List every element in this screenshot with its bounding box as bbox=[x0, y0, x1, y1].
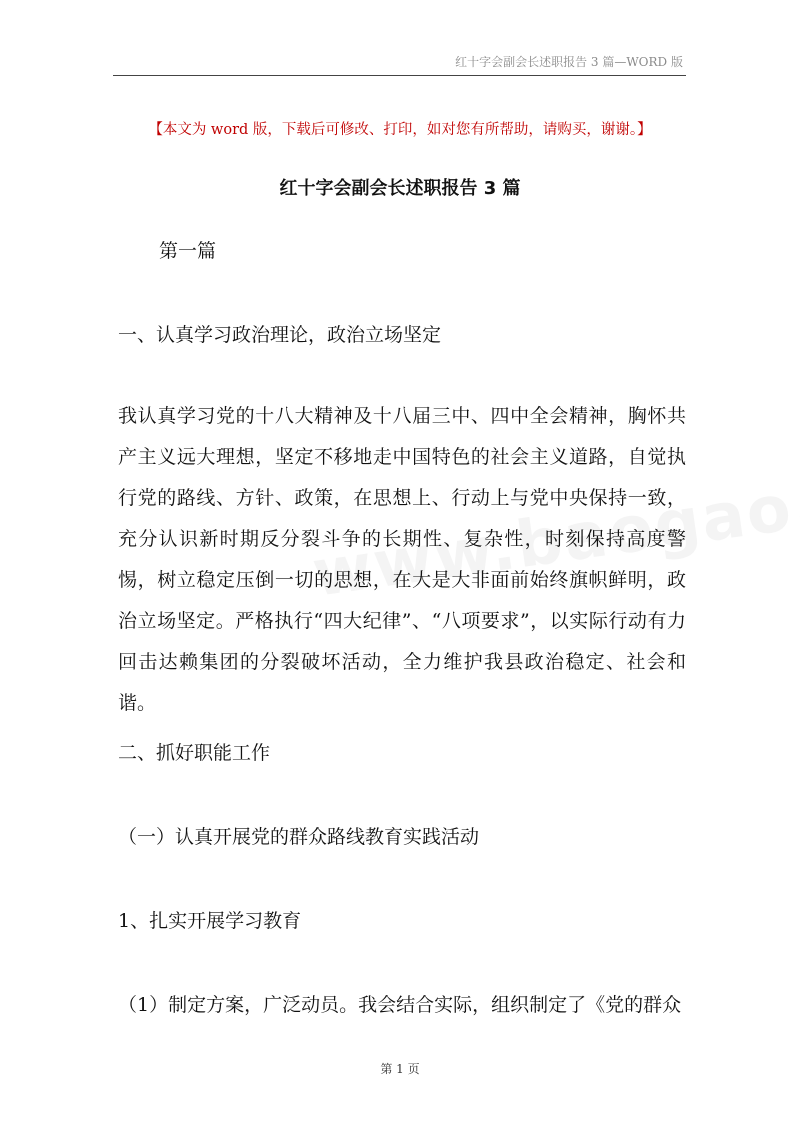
part-label: 第一篇 bbox=[159, 240, 217, 262]
section-1-body: 我认真学习党的十八大精神及十八届三中、四中全会精神，胸怀共产主义远大理想，坚定不移地走中国特色的社会主义道路，自觉执行党的路线、方针、政策，在思想上、行动上与党中央保持一致，充分认识新时期反分裂斗争的长期性、复杂性，时刻保持高度警惕，树立稳定压倒一切的思想，在大是大非面前始终旗帜鲜明，政治立场坚定。严格执行“四大纪律”、“八项要求”，以实际行动有力回击达赖集团的分裂破坏活动，全力维护我县政治稳定、社会和谐。 bbox=[118, 405, 686, 714]
header-divider bbox=[113, 75, 686, 76]
item-1-1-text: （1）制定方案，广泛动员。我会结合实际，组织制定了《党的群众 bbox=[118, 994, 682, 1016]
running-header: 红十字会副会长述职报告 3 篇—WORD 版 bbox=[455, 55, 683, 69]
item-1-heading: 1、扎实开展学习教育 bbox=[118, 910, 302, 932]
page-number: 第 1 页 bbox=[380, 1062, 420, 1076]
section-2-heading: 二、抓好职能工作 bbox=[118, 742, 271, 764]
purchase-notice: 【本文为 word 版，下载后可修改、打印，如对您有所帮助，请购买，谢谢。】 bbox=[148, 122, 652, 138]
section-1-heading: 一、认真学习政治理论，政治立场坚定 bbox=[118, 324, 442, 346]
document-title: 红十字会副会长述职报告 3 篇 bbox=[279, 178, 521, 199]
subsection-1-heading: （一）认真开展党的群众路线教育实践活动 bbox=[118, 826, 480, 848]
